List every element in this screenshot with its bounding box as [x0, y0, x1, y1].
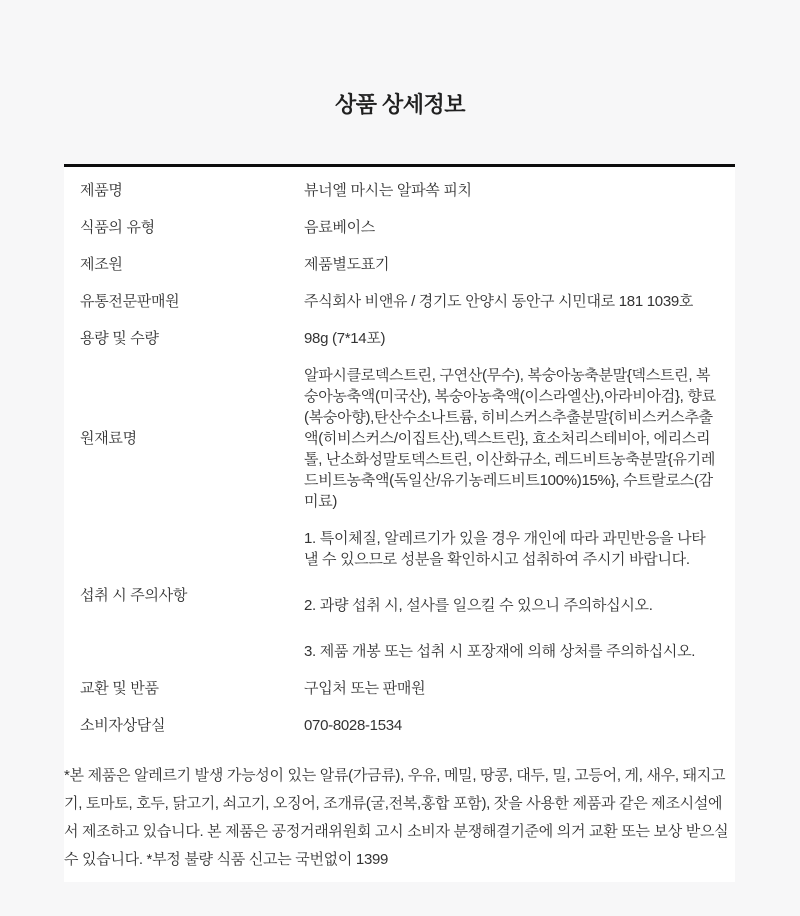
row-label: 용량 및 수량 [80, 330, 159, 347]
precautions-text [304, 528, 719, 662]
table-row-ingredients [80, 357, 719, 520]
table-row-manufacturer [80, 246, 719, 283]
row-label: 섭취 시 주의사항 [80, 586, 188, 604]
product-detail-table [64, 167, 735, 744]
row-label: 소비자상담실 [80, 717, 166, 734]
precaution-item: 1. 특이체질, 알레르기가 있을 경우 개인에 따라 과민반응을 나타낼 수 있으므로 성분을 확인하시고 섭취하여 주시기 바랍니다. [304, 530, 706, 568]
table-row-precautions [80, 520, 719, 670]
row-label: 제품명 [80, 182, 123, 199]
row-label: 제조원 [80, 256, 123, 273]
table-row-exchange-return [80, 670, 719, 707]
precaution-item: 3. 제품 개봉 또는 섭취 시 포장재에 의해 상처를 주의하십시오. [304, 643, 696, 660]
row-label: 식품의 유형 [80, 219, 155, 236]
row-label: 유통전문판매원 [80, 293, 180, 310]
consumer-center-phone: 070-8028-1534 [304, 717, 402, 734]
ingredients-text: 알파시클로덱스트린, 구연산(무수), 복숭아농축분말{덱스트린, 복숭아농축액(미국산), 복숭아농축액(이스라엘산),아라비아검}, 향료(복숭아향),탄산수소나트륨, 히비스커스추출분말{히비스커스추출액(히비스커스/이집트산),덱스트린}, 효소처리스테비아, 에리스리톨, 난소화성말토덱스트린, 이산화규소, 레드비트농축분말{유기레드비트농축액(독일산/유기농레드비트100%)15%}, 수트랄로스(감미료) [304, 367, 716, 510]
row-value: 제품별도표기 [304, 256, 390, 273]
table-row-consumer-center [80, 707, 719, 744]
row-value: 주식회사 비앤유 / 경기도 안양시 동안구 시민대로 181 1039호 [304, 293, 694, 310]
table-row-product-name [80, 172, 719, 209]
row-value: 구입처 또는 판매원 [304, 680, 426, 697]
page-title: 상품 상세정보 [334, 92, 466, 117]
row-value: 98g (7*14포) [304, 330, 386, 347]
allergy-disclaimer-text: *본 제품은 알레르기 발생 가능성이 있는 알류(가금류), 우유, 메밀, 땅콩, 대두, 밀, 고등어, 게, 새우, 돼지고기, 토마토, 호두, 닭고기, 쇠고기, 오징어, 조개류(굴,전복,홍합 포함), 잣을 사용한 제품과 같은 제조시설에서 제조하고 있습니다. 본 제품은 공정거래위원회 고시 소비자 분쟁해결기준에 의거 교환 또는 보상 받으실 수 있습니다. *부정 불량 식품 신고는 국번없이 1399 [64, 767, 729, 868]
table-row-food-type [80, 209, 719, 246]
row-value: 음료베이스 [304, 219, 375, 236]
product-detail-card [64, 164, 735, 882]
row-label: 원재료명 [80, 430, 137, 447]
precaution-item: 2. 과량 섭취 시, 설사를 일으킬 수 있으니 주의하십시오. [304, 597, 653, 614]
row-value: 뷰너엘 마시는 알파쏙 피치 [304, 182, 472, 199]
table-row-distributor [80, 283, 719, 320]
row-label: 교환 및 반품 [80, 680, 159, 697]
table-row-volume-quantity [80, 320, 719, 357]
